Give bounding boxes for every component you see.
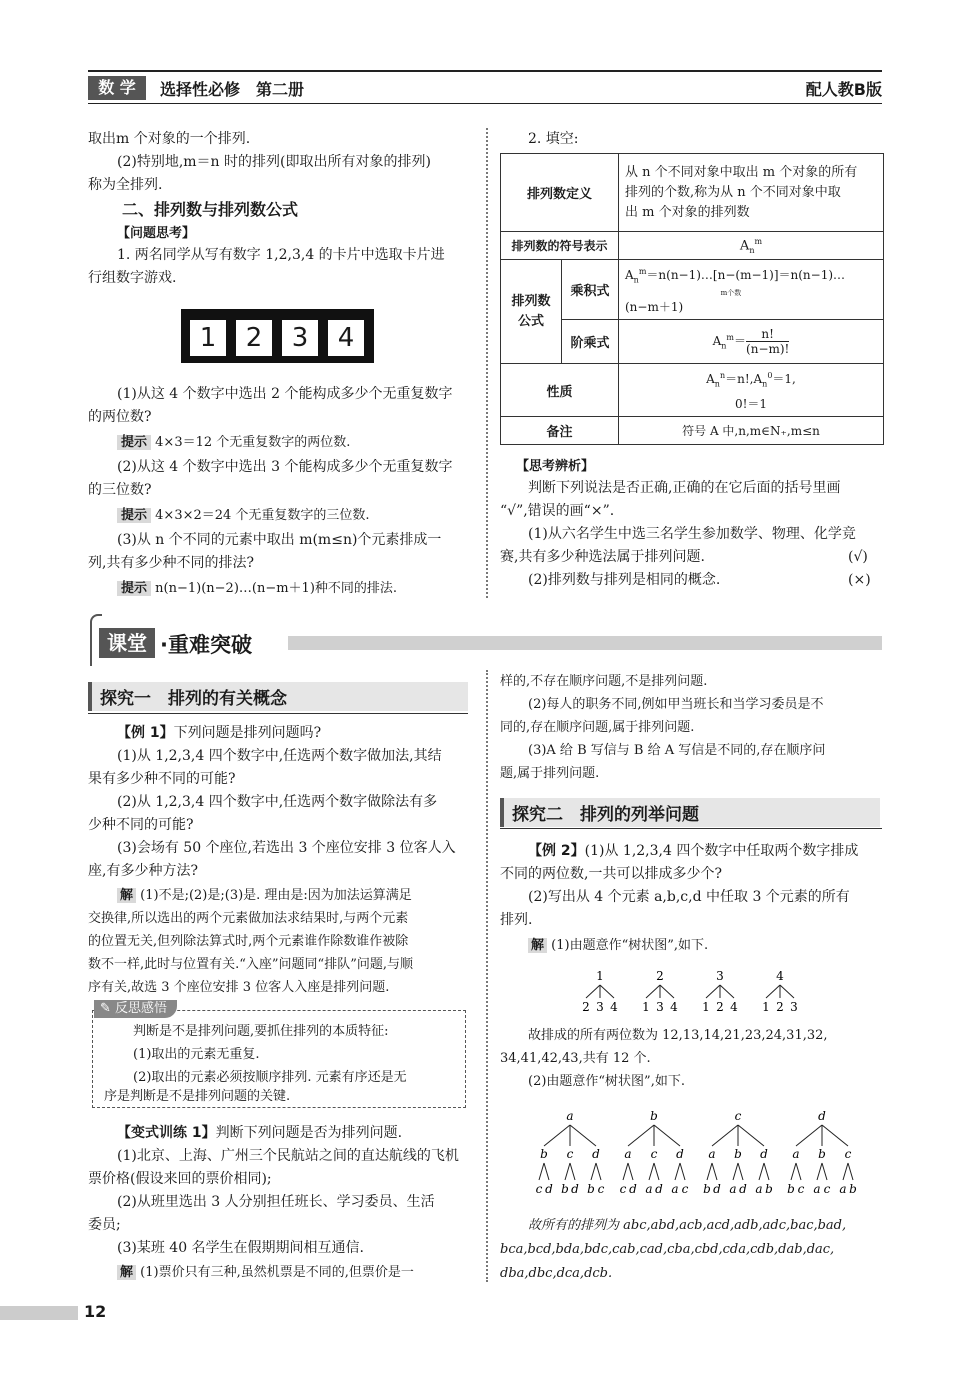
tree-leaf: d	[629, 1182, 637, 1196]
tree-leaf: b	[765, 1182, 773, 1196]
solution-line: 序有关,故选 3 个座位安排 3 位客人入座是排列问题.	[88, 980, 390, 995]
text-line: 称为全排列.	[88, 177, 163, 193]
text-line: 行组数字游戏.	[88, 270, 177, 286]
factorial-formula: $A_n^m=$ $\frac{n!}{(n-m)!}$	[619, 320, 884, 364]
text-line: (3)从 n 个不同的元素中取出 m(m≤n)个元素排成一	[117, 532, 442, 548]
text-line: 票价格(假设来回的票价相同);	[88, 1171, 272, 1187]
solution-line: dba,dbc,dca,dcb.	[500, 1266, 613, 1281]
property-text: 0!＝1	[734, 397, 768, 412]
tree-mid: a	[624, 1147, 632, 1161]
solution-label: 解	[528, 938, 547, 953]
example-line	[117, 722, 321, 745]
card-digit: 3	[280, 318, 320, 358]
tree-leaf: d	[713, 1182, 721, 1196]
tree-mid: b	[540, 1147, 548, 1161]
solution-line: 故所有的排列为 abc,abd,acb,acd,adb,adc,bac,bad,	[528, 1218, 847, 1233]
solution-line: (2)由题意作“树状图”,如下.	[528, 1074, 685, 1089]
tree-mid: a	[792, 1147, 800, 1161]
tree-leaf: 3	[596, 1000, 604, 1014]
text-line: 座,有多少种方法?	[88, 863, 198, 879]
tree-branch	[654, 1125, 680, 1146]
tree-branch	[675, 1163, 680, 1180]
solution-text: (1)不是;(2)是;(3)是. 理由是:因为加法运算满足	[140, 888, 412, 903]
note-cell: 符号 A 中,n,m∈N₊,m≤n	[619, 417, 884, 445]
header-subject: 数 学	[88, 76, 146, 100]
tree-leaf: 3	[790, 1000, 798, 1014]
product-formula-note: m个数	[720, 289, 742, 298]
definition-line: 从 n 个不同对象中取出 m 个对象的所有	[625, 164, 858, 180]
tree-branch	[712, 1125, 738, 1146]
hint-line	[117, 431, 350, 454]
solution-line: 样的,不存在顺序问题,不是排列问题.	[500, 674, 708, 689]
row-label: 备注	[501, 417, 619, 445]
tree-root: 1	[596, 969, 604, 983]
fraction-numerator: n!	[746, 327, 789, 342]
tree-branch	[759, 1163, 764, 1180]
tree-leaf: 2	[716, 1000, 724, 1014]
tree-root: d	[818, 1109, 826, 1123]
text-line: (2)从班里选出 3 人分别担任班长、学习委员、生活	[117, 1194, 435, 1210]
tree-leaf: 2	[776, 1000, 784, 1014]
tree-branch	[544, 1163, 549, 1180]
solution-line: 34,41,42,43,共有 12 个.	[500, 1051, 651, 1066]
text-line: (2)排列数与排列是相同的概念.	[528, 572, 721, 588]
reflection-line: (1)取出的元素无重复.	[133, 1047, 260, 1062]
text-line: “√”,错误的画“×”.	[500, 503, 615, 519]
tree-diagram-digits	[570, 966, 820, 1016]
tree-mid: b	[734, 1147, 742, 1161]
header-bottom-rule	[88, 103, 882, 104]
card-digit: 2	[234, 318, 274, 358]
symbol-cell: $A_n^m$	[619, 232, 884, 260]
text-line: (1)从这 4 个数字中选出 2 个能构成多少个无重复数字	[117, 386, 453, 402]
tree-branch	[596, 1163, 601, 1180]
row-label: 排列数定义	[501, 154, 619, 232]
text-line: 的三位数?	[88, 482, 152, 498]
hint-label: 提示	[117, 435, 151, 450]
example-question: 下列问题是排列问题吗?	[173, 725, 322, 741]
row-label: 排列数公式	[501, 260, 562, 364]
tree-branch	[764, 1163, 769, 1180]
tree-leaf: c	[681, 1182, 689, 1196]
solution-line: 题,属于排列问题.	[500, 766, 600, 781]
column-divider	[486, 128, 488, 598]
hint-text: 4×3＝12 个无重复数字的两位数.	[155, 435, 351, 450]
variant-label: 【变式训练 1】	[117, 1125, 216, 1141]
tree-branch	[600, 985, 614, 998]
reflection-title	[94, 1000, 177, 1018]
tree-branch	[766, 985, 780, 998]
definition-line: 排列的个数,称为从 n 个不同对象中取	[625, 184, 841, 200]
tree-branch	[733, 1163, 738, 1180]
tree-leaf: d	[545, 1182, 553, 1196]
row-label: 排列数的符号表示	[501, 232, 619, 260]
tree-branch	[591, 1163, 596, 1180]
hint-label: 提示	[117, 581, 151, 596]
solution-text: (1)由题意作“树状图”,如下.	[551, 938, 709, 953]
header-edition: 配人教B版	[805, 80, 882, 99]
tree-leaf: b	[703, 1182, 711, 1196]
hint-text: 4×3×2＝24 个无重复数字的三位数.	[155, 508, 370, 523]
solution-label: 解	[117, 888, 136, 903]
banner-bar	[288, 636, 882, 650]
tree-leaf: d	[739, 1182, 747, 1196]
question-tag: 【问题思考】	[117, 226, 196, 241]
explore1-rule	[88, 713, 468, 714]
banner-title: ·重难突破	[160, 633, 252, 657]
text-line: 少种不同的可能?	[88, 817, 194, 833]
text-line: (2)从这 4 个数字中选出 3 个能构成多少个无重复数字	[117, 459, 453, 475]
text-line: (2)特别地,m＝n 时的排列(即取出所有对象的排列)	[117, 154, 431, 170]
product-formula: $A_n^m=n(n-1)\dots[n-(m-1)]=n(n-1)\dots$ m个数 (n−m＋1)	[619, 260, 884, 320]
definition-line: 出 m 个对象的排列数	[625, 204, 750, 220]
hint-line	[117, 577, 397, 600]
tree-leaf: 1	[762, 1000, 770, 1014]
tree-leaf: a	[671, 1182, 679, 1196]
text-line: (1)北京、上海、广州三个民航站之间的直达航线的飞机	[117, 1148, 459, 1164]
fill-heading: 2. 填空:	[528, 131, 579, 147]
tree-mid: c	[650, 1147, 658, 1161]
variant-question: 判断下列问题是否为排列问题.	[215, 1125, 403, 1141]
number-cards	[181, 309, 374, 363]
tree-branch	[780, 985, 794, 998]
tree-root: a	[566, 1109, 574, 1123]
product-formula-text: ＝n(n−1)…[n−(m−1)]＝n(n−1)…	[646, 267, 846, 282]
tree-branch	[544, 1125, 570, 1146]
tree-leaf: 1	[642, 1000, 650, 1014]
tree-branch	[796, 1163, 801, 1180]
answer-mark: (×)	[848, 572, 871, 588]
text-line: 判断下列说法是否正确,正确的在它后面的括号里画	[528, 480, 841, 496]
reflection-line: 判断是不是排列问题,要抓住排列的本质特征:	[133, 1024, 389, 1039]
tree-branch	[586, 985, 600, 998]
solution-line	[117, 884, 412, 907]
tree-leaf: c	[797, 1182, 805, 1196]
tree-branch	[822, 1125, 848, 1146]
property-text: ＝n!,A	[725, 372, 763, 386]
solution-line: 的位置无关,但列除法算式时,两个元素谁作除数谁作被除	[88, 934, 409, 949]
tree-branch	[738, 1125, 764, 1146]
pencil-icon: ✎	[100, 1001, 111, 1016]
permutation-definition-table	[500, 153, 884, 445]
text-line: (2)从 1,2,3,4 四个数字中,任选两个数字做除法有多	[117, 794, 438, 810]
tree-branch	[628, 1163, 633, 1180]
property-text: ＝1,	[772, 372, 796, 386]
text-line: 排列.	[500, 912, 533, 928]
tree-branch	[720, 985, 734, 998]
explore2-title: 探究二 排列的列举问题	[500, 798, 880, 827]
text-line: (1)从六名学生中选三名学生参加数学、物理、化学竞	[528, 526, 856, 542]
hint-text: n(n−1)(n−2)…(n−m＋1)种不同的排法.	[155, 581, 398, 596]
row-label: 阶乘式	[562, 320, 619, 364]
tree-root: 4	[776, 969, 784, 983]
tree-leaf: 3	[656, 1000, 664, 1014]
reflection-title-text: 反思感悟	[115, 1001, 168, 1016]
example-label: 【例 2】	[528, 843, 585, 859]
tree-branch	[738, 1163, 743, 1180]
banner-tag: 课堂	[99, 628, 155, 658]
text-line: (3)某班 40 名学生在假期期间相互通信.	[117, 1240, 364, 1256]
tree-mid: c	[844, 1147, 852, 1161]
tree-branch	[660, 985, 674, 998]
solution-line: (3)A 给 B 写信与 B 给 A 写信是不同的,存在顺序问	[528, 743, 826, 758]
tree-branch	[646, 985, 660, 998]
solution-line: 交换律,所以选出的两个元素做加法求结果时,与两个元素	[88, 911, 409, 926]
tree-branch	[706, 985, 720, 998]
explore2-rule	[500, 828, 882, 829]
definition-cell	[619, 154, 884, 232]
tree-leaf: a	[645, 1182, 653, 1196]
tree-leaf: 4	[730, 1000, 738, 1014]
tree-diagram-letters	[520, 1108, 860, 1200]
column-divider	[486, 670, 488, 1282]
tree-branch	[623, 1163, 628, 1180]
text-line: 不同的两位数,一共可以排成多少个?	[500, 866, 722, 882]
tree-leaf: b	[849, 1182, 857, 1196]
reflection-line: 序是判断是不是排列问题的关键.	[104, 1089, 291, 1104]
text-line: (3)会场有 50 个座位,若选出 3 个座位安排 3 位客人入	[117, 840, 456, 856]
text-line: 取出m 个对象的一个排列.	[88, 131, 251, 147]
solution-line: 故排成的所有两位数为 12,13,14,21,23,24,31,32,	[528, 1028, 828, 1043]
tree-branch	[712, 1163, 717, 1180]
solution-line	[528, 934, 708, 957]
tree-root: 2	[656, 969, 664, 983]
card-digit: 1	[188, 318, 228, 358]
solution-line: 数不一样,此时与位置有关.“入座”问题同“排队”问题,与顺	[88, 957, 413, 972]
tree-mid: c	[566, 1147, 574, 1161]
answer-mark: (√)	[848, 549, 868, 565]
think-tag: 【思考辨析】	[516, 459, 595, 474]
tree-leaf: a	[729, 1182, 737, 1196]
tree-leaf: c	[535, 1182, 543, 1196]
variant-line	[117, 1122, 402, 1145]
tree-branch	[680, 1163, 685, 1180]
solution-line: bca,bcd,bda,bdc,cab,cad,cba,cbd,cda,cdb,dab,dac,	[500, 1242, 835, 1257]
tree-root: b	[650, 1109, 658, 1123]
tree-mid: d	[676, 1147, 684, 1161]
tree-branch	[570, 1125, 596, 1146]
solution-line: 同的,存在顺序问题,属于排列问题.	[500, 720, 695, 735]
tree-mid: d	[760, 1147, 768, 1161]
section-heading: 二、排列数与排列数公式	[122, 200, 299, 219]
tree-branch	[707, 1163, 712, 1180]
header-top-rule	[88, 70, 882, 72]
product-formula-text: (n−m＋1)	[625, 300, 684, 315]
tree-leaf: b	[787, 1182, 795, 1196]
symbol-A: A	[739, 237, 750, 253]
solution-label: 解	[117, 1265, 136, 1280]
tree-leaf: b	[561, 1182, 569, 1196]
footer-bar	[0, 1306, 78, 1320]
text-line: 果有多少种不同的可能?	[88, 771, 236, 787]
row-label: 性质	[501, 364, 619, 417]
property-cell: $A_n^n=n!,A_n^0=1$, 0!＝1	[619, 364, 884, 417]
tree-leaf: c	[597, 1182, 605, 1196]
tree-leaf: 2	[582, 1000, 590, 1014]
tree-branch	[791, 1163, 796, 1180]
text-line: 1. 两名同学从写有数字 1,2,3,4 的卡片中选取卡片进	[117, 247, 445, 263]
solution-text: (1)票价只有三种,虽然机票是不同的,但票价是一	[140, 1265, 414, 1280]
tree-leaf: d	[655, 1182, 663, 1196]
example-line	[528, 840, 858, 863]
tree-branch	[570, 1163, 575, 1180]
tree-leaf: 1	[702, 1000, 710, 1014]
tree-branch	[649, 1163, 654, 1180]
tree-mid: b	[818, 1147, 826, 1161]
text-line: 赛,共有多少种选法属于排列问题.	[500, 549, 705, 565]
tree-leaf: a	[839, 1182, 847, 1196]
tree-leaf: a	[813, 1182, 821, 1196]
text-line: 列,共有多少种不同的排法?	[88, 555, 254, 571]
row-label: 乘积式	[562, 260, 619, 320]
tree-leaf: c	[823, 1182, 831, 1196]
hint-line	[117, 504, 370, 527]
tree-leaf: c	[619, 1182, 627, 1196]
tree-leaf: a	[755, 1182, 763, 1196]
tree-leaf: b	[587, 1182, 595, 1196]
tree-branch	[817, 1163, 822, 1180]
header-book-title: 选择性必修 第二册	[160, 80, 305, 99]
text-line: (2)写出从 4 个元素 a,b,c,d 中任取 3 个元素的所有	[528, 889, 850, 905]
tree-leaf: 4	[670, 1000, 678, 1014]
tree-mid: a	[708, 1147, 716, 1161]
example-question: (1)从 1,2,3,4 四个数字中任取两个数字排成	[584, 843, 859, 859]
tree-branch	[843, 1163, 848, 1180]
solution-line	[117, 1261, 414, 1284]
text-line: (1)从 1,2,3,4 四个数字中,任选两个数字做加法,其结	[117, 748, 442, 764]
tree-branch	[822, 1163, 827, 1180]
tree-mid: d	[592, 1147, 600, 1161]
tree-branch	[654, 1163, 659, 1180]
text-line: 委员;	[88, 1217, 121, 1233]
tree-leaf: d	[571, 1182, 579, 1196]
hint-label: 提示	[117, 508, 151, 523]
solution-line: (2)每人的职务不同,例如甲当班长和当学习委员是不	[528, 697, 824, 712]
text-line: 的两位数?	[88, 409, 152, 425]
tree-branch	[848, 1163, 853, 1180]
explore1-title: 探究一 排列的有关概念	[88, 682, 468, 711]
tree-root: 3	[716, 969, 724, 983]
card-digit: 4	[326, 318, 366, 358]
example-label: 【例 1】	[117, 725, 174, 741]
page-number: 12	[84, 1302, 107, 1321]
tree-leaf: 4	[610, 1000, 618, 1014]
tree-branch	[796, 1125, 822, 1146]
tree-root: c	[734, 1109, 742, 1123]
tree-branch	[628, 1125, 654, 1146]
tree-branch	[565, 1163, 570, 1180]
tree-branch	[539, 1163, 544, 1180]
fraction-denominator: (n−m)!	[746, 342, 790, 356]
reflection-line: (2)取出的元素必须按顺序排列. 元素有序还是无	[133, 1070, 407, 1085]
